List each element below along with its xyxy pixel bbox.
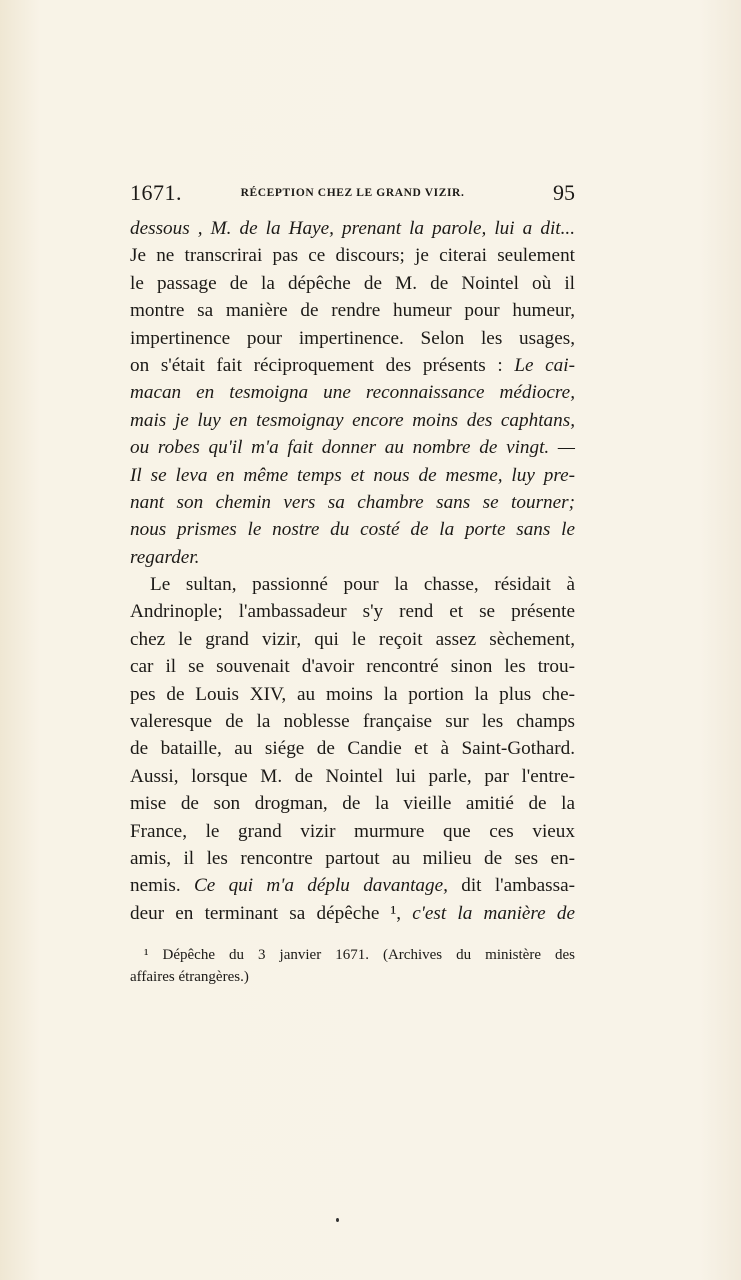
running-header <box>130 180 575 210</box>
quote-line: mais je luy en tesmoignay encore moins des caphtans, <box>130 409 575 431</box>
page-number: 95 <box>553 180 575 205</box>
text-line: Aussi, lorsque M. de Nointel lui parle, par l'entre- <box>130 765 575 787</box>
text-line: dessous , M. de la Haye, prenant la parole, lui a dit... <box>130 218 575 239</box>
text-line: de bataille, au siége de Candie et à Saint-Gothard. <box>130 738 575 760</box>
quote-line: nant son chemin vers sa chambre sans se tourner; <box>130 491 575 513</box>
text-segment: on s'était fait réciproquement des présents : <box>130 354 515 376</box>
text-segment: dit l'ambassa- <box>447 875 575 897</box>
text-segment: nemis. <box>130 875 194 897</box>
quote-segment: c'est la manière de <box>412 902 575 924</box>
text-line: impertinence pour impertinence. Selon les usages, <box>130 327 575 349</box>
text-line <box>130 352 575 379</box>
quote-line: macan en tesmoigna une reconnaissance médiocre, <box>130 382 575 404</box>
quote-line: nous prismes le nostre du costé de la porte sans le <box>130 519 575 541</box>
footnote-line: affaires étrangères.) <box>130 969 249 985</box>
text-line: le passage de la dépêche de M. de Nointel où il <box>130 272 575 294</box>
running-title: RÉCEPTION CHEZ LE GRAND VIZIR. <box>240 187 465 199</box>
text-line <box>130 900 575 927</box>
text-line: Andrinople; l'ambassadeur s'y rend et se présente <box>130 601 575 623</box>
quote-segment: Ce qui m'a déplu davantage, <box>193 875 448 897</box>
text-line: amis, il les rencontre partout au milieu de ses en- <box>130 847 575 869</box>
quote-line: ou robes qu'il m'a fait donner au nombre de vingt. — <box>130 437 575 459</box>
text-line <box>130 872 575 899</box>
text-line: mise de son drogman, de la vieille amitié de la <box>130 793 575 815</box>
text-line: pes de Louis XIV, au moins la portion la plus che- <box>130 683 575 705</box>
header-year: 1671. <box>130 180 182 205</box>
text-line: montre sa manière de rendre humeur pour humeur, <box>130 300 575 322</box>
text-line: car il se souvenait d'avoir rencontré sinon les trou- <box>130 656 575 678</box>
text-segment: deur en terminant sa dépêche ¹, <box>130 902 413 924</box>
footnote-line: ¹ Dépêche du 3 janvier 1671. (Archives du ministère des <box>144 947 575 963</box>
text-line: chez le grand vizir, qui le reçoit assez sèchement, <box>130 628 575 650</box>
text-line: France, le grand vizir murmure que ces vieux <box>130 820 575 842</box>
quote-line: regarder. <box>130 546 200 568</box>
text-line: Le sultan, passionné pour la chasse, résidait à <box>150 574 575 596</box>
body-text <box>130 215 575 927</box>
text-line: Je ne transcrirai pas ce discours; je citerai seulement <box>130 245 575 267</box>
text-line: valeresque de la noblesse française sur les champs <box>130 711 575 733</box>
quote-segment: Le cai- <box>514 354 575 376</box>
quote-line: Il se leva en même temps et nous de mesme, luy pre- <box>130 464 575 486</box>
footnote <box>130 944 575 988</box>
ink-speck <box>336 1218 339 1222</box>
